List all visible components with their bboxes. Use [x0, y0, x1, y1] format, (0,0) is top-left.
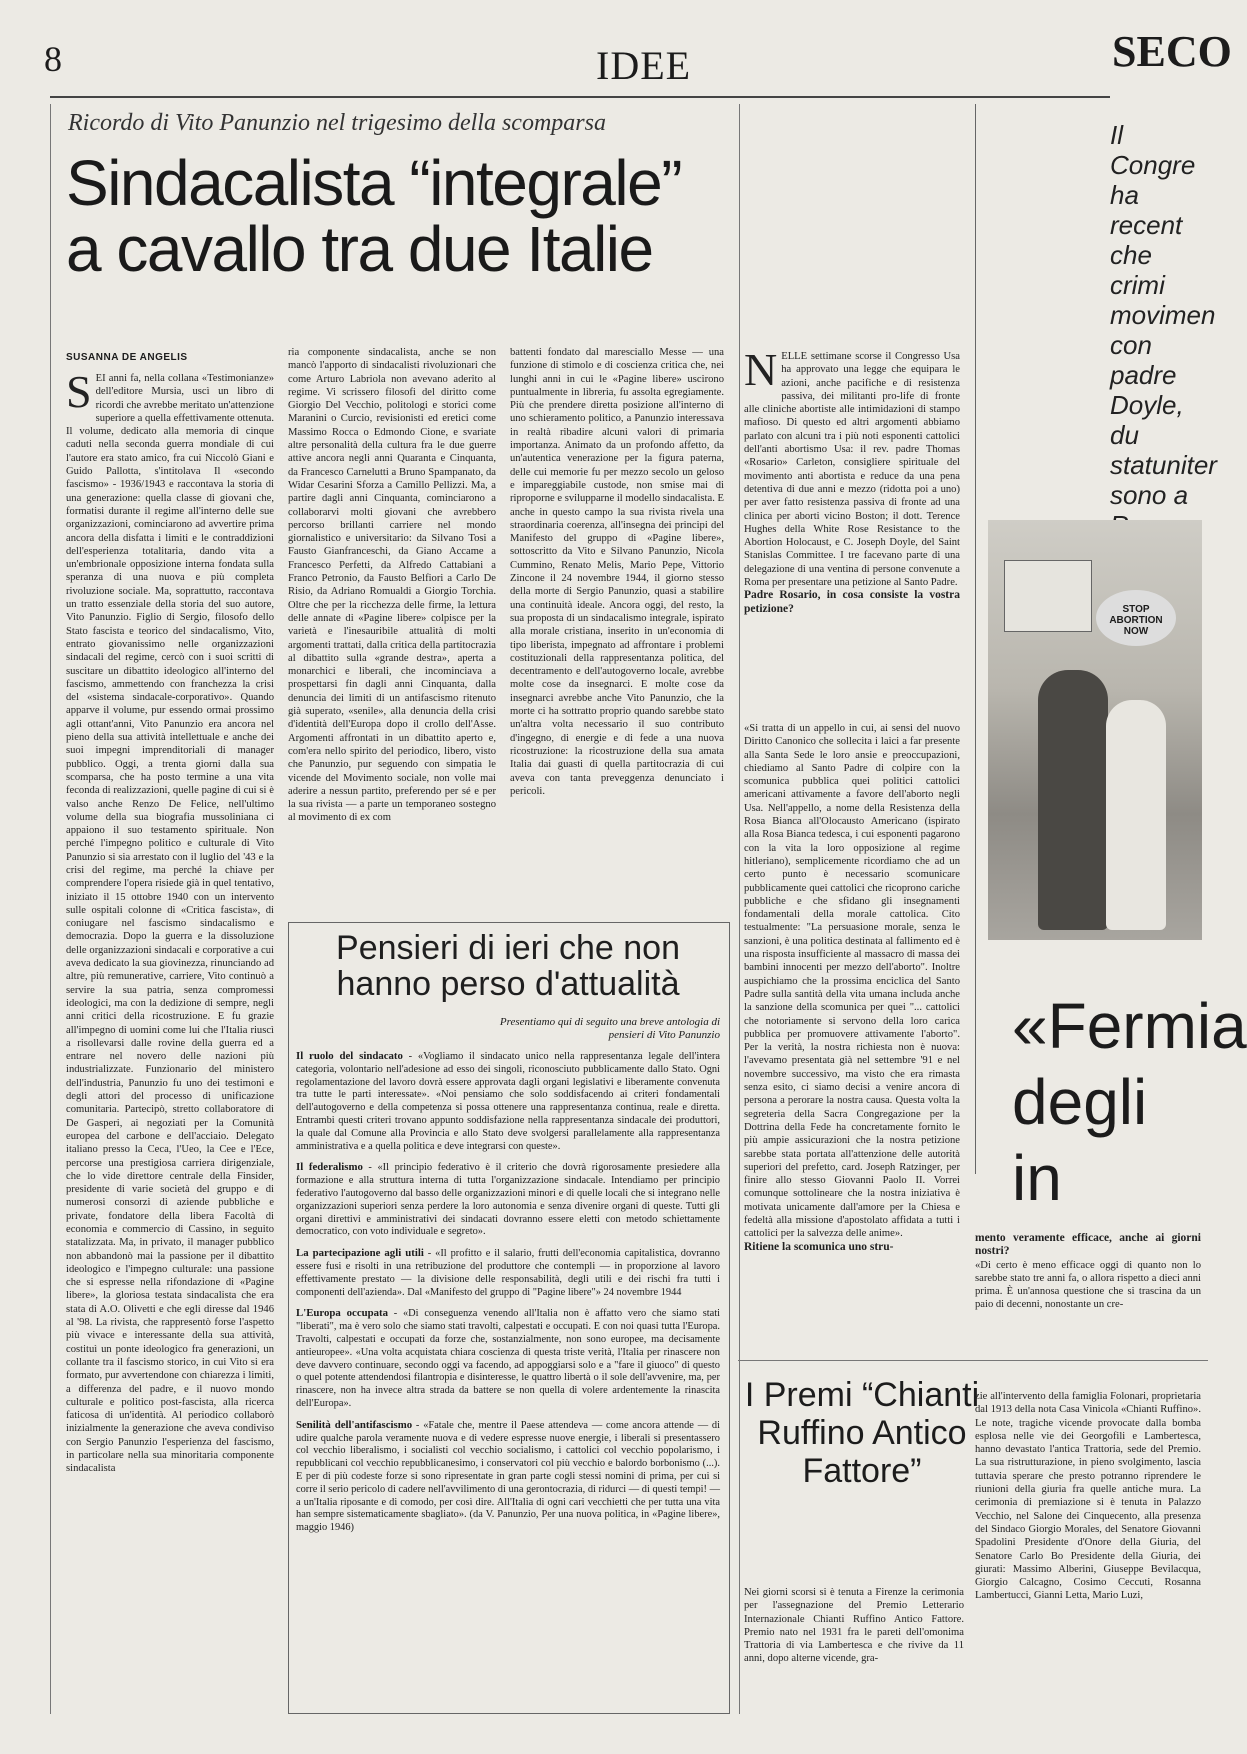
photo-figure — [1038, 670, 1108, 930]
photo-sign — [1004, 560, 1092, 632]
drop-cap: N — [744, 344, 778, 395]
main-article-column-1 — [66, 366, 274, 1712]
drop-cap: S — [66, 366, 92, 417]
interview-answer-1: «Si tratta di un appello in cui, ai sensi del nuovo Diritto Canonico che sollecita i laici a far presente alla Santa Sede le loro ansie e preoccupazioni, chiediamo al Santo Padre di colpire con la scomunica pubblica quei politici cattolici americani attivamente a favore dell'aborto negli Usa. Nell'appello, a nome della Resistenza della Rosa Bianca all'Olocausto Americano (ispirato alla Rosa Bianca tedesca, i cui esponenti pagarono con la vita la loro opposizione al regime hitleriano), semplicemente ricordiamo che ad un certo punto è necessario scomunicare pubblicamente quei cattolici che ricoprono cariche pubbliche e che sfidano gli insegnamenti fondamentali della morale cattolica. Cito testualmente: "La persuasione morale, senza le sanzioni, è una politica destinata al fallimento ed è una risposta insufficiente al massacro di massa dei bambini innocenti per mezzo dell'aborto". Inoltre auspichiamo che la prossima enciclica del Santo Padre sulla santità della vita umana includa anche la sanzione della scomunica per quei "... cattolici che notoriamente si servono della loro carica pubblica per promuovere attivamente l'aborto". Per la verità, la nostra richiesta non è nuova: l'avevamo presentata già nel settembre '91 e nel novembre successivo, ma visto che era rimasta senza esito, ci siamo decisi a venire ancora di persona a perorare la nostra causa. Questa volta la segreteria della Sacra Congregazione per la Dottrina della Fede ha concretamente fornito le più ampie assicurazioni che la nostra petizione sarebbe stata portata all'attenzione delle autorità superiori del prefetto, card. Joseph Ratzinger, per finire allo stesso Giovanni Paolo II. Vorrei comunque sottolineare che la nostra iniziativa è motivata unicamente dall'amore per la Chiesa e fedeltà alla missione d'apostolato affidata a tutti i cattolici per la salvezza delle anime». — [744, 723, 960, 1240]
interview-question-2-continued: mento veramente efficace, anche ai giorni nostri? — [975, 1232, 1201, 1258]
headline-line-2: a cavallo tra due Italie — [66, 213, 653, 285]
premi-column-1: Nei giorni scorsi si è tenuta a Firenze la cerimonia per l'assegnazione del Premio Letterario Internazionale Chianti Ruffino Antico Fattore. Premio nato nel 1931 fra le pareti dell'omonima Trattoria di via Lambertesca e che rivive da 11 anni, dopo alterne vicende, gra- — [744, 1587, 964, 1665]
headline-line-1: Sindacalista “integrale” — [66, 147, 681, 219]
quotes-box-title: Pensieri di ieri che non hanno perso d'attualità — [336, 929, 680, 1003]
feature-big-headline: «Fermia degli in — [1012, 990, 1247, 1214]
protest-photo — [988, 520, 1202, 940]
quote-item: La partecipazione agli utili - «Il profitto e il salario, frutti dell'economia capitalistica, dovranno essere fusi e risolti in una retribuzione del produttore che contempli — in proporzione al lavoro effettivamente prestato — la divisione delle responsabilità, degli utili e dei rischi fra tutti i componenti dell'azienda». Dal «Manifesto del gruppo di "Pagine libere"» 24 novembre 1944 — [296, 1247, 720, 1298]
photo-figure — [1106, 700, 1166, 930]
quotes-box-intro: Presentiamo qui di seguito una breve antologia di pensieri di Vito Panunzio — [499, 1016, 720, 1041]
photo-sign-round: STOP ABORTION NOW — [1096, 590, 1176, 646]
article-byline: SUSANNA DE ANGELIS — [66, 352, 188, 363]
article-headline — [66, 147, 726, 285]
quote-item: Senilità dell'antifascismo - «Fatale che, mentre il Paese attendeva — come ancora attende — di udire qualche parola veramente nuova e di vedere espresse nuove energie, i liberali si presentassero col vecchio liberalismo, i socialisti col vecchio socialismo, i cattolici col vecchio popolarismo, i repubblicani col vecchio repubblicanesimo, i conservatori col più vecchio e balordo borbonismo (...). E per di più codeste forze si sono ripresentate in gran parte cogli stessi nomini di prima, per cui si corre il serio pericolo di cadere nell'avvilimento di una gerontocrazia, di ridurci — di questi tempi! — a un'Italia riposante e di comodo, per così dire. All'Italia di ogni cari vecchietti che per tutta una vita han sempre sistematicamente sbagliato». (da V. Panunzio, Per una nuova politica, in «Pagine libere», maggio 1946) — [296, 1418, 721, 1534]
masthead-fragment: SECO — [1112, 27, 1232, 76]
section-title: IDEE — [596, 43, 692, 88]
quote-item: Il federalismo - «Il principio federativo è il criterio che dovrà rigorosamente presiedere alla formazione e alla struttura interna di tutta l'organizzazione sindacale. Intendiamo per principio federativo l'autogoverno dal basso delle organizzazioni minori e di quelle locali che si integrano nelle organizzazioni superiori senza perdere la loro autonomia e senza divenire organi di queste. Tutti gli organi direttivi e amministrativi dei sindacati dovranno essere eletti con metodo schiettamente democratico, con voto individuale e segreto». — [296, 1161, 721, 1238]
interview-answer-2: «Di certo è meno efficace oggi di quanto non lo sarebbe stato tre anni fa, o allora rispetto a dieci anni prima. È un'annosa questione che si trascina da un paio di decenni, nonostante un cre- — [975, 1259, 1201, 1311]
interview-column-2 — [975, 1232, 1201, 1352]
premi-title: I Premi “Chianti Ruffino Antico Fattore” — [744, 1376, 980, 1490]
interview-column-1-text: ELLE settimane scorse il Congresso Usa ha approvato una legge che equipara le azioni, anche pacifiche e di resistenza passiva, dei militanti pro-life di fronte alle cliniche abortiste alle intimidazioni di stampo mafioso. Di questo ed altri argomenti abbiamo parlato con alcuni tra i più noti esponenti cattolici dell'anti abortismo Usa: il rev. padre Thomas «Rosario» Carleton, consigliere spirituale del movimento anti abortista e reduce da una pena detentiva di due anni e mezzo (ridotta poi a uno) per aver fatto resistenza passiva di fronte ad una clinica per aborti vicino Boston; il dott. Terence Hughes della White Rose Resistance to the Abortion Holocaust, e C. Joseph Doyle, del Saint Stanislas Committee. I tre facevano parte di una delegazione di una ventina di persone convenute a Roma per presentare una petizione al Santo Padre. — [744, 351, 960, 589]
article-kicker: Ricordo di Vito Panunzio nel trigesimo della scomparsa — [68, 110, 606, 136]
quotes-box-body — [296, 1050, 720, 1710]
quote-item: L'Europa occupata - «Di conseguenza venendo all'Italia non è affatto vero che siamo stati "liberati", ma è vero solo che siamo stati travolti, calpestati e occupati. E con noi quasi tutta l'Europa. Travolti, calpestati e occupati da forze che, sostanzialmente, non sono europee, ma decisamente antieuropee». «Una volta acquistata chiara coscienza di questa triste verità, l'Italia per rinascere non deve davvero continuare, secondo oggi va facendo, ad appoggiarsi solo e a "fare il giuoco" di questo o quel potente attendendosi filantropia e disinteresse, le quattro libertà o il sole dell'avvenire, ma, per rinascere, non ha invece altra strada da battere se non quella di volere ardentemente la rinascita dell'Europa». — [296, 1307, 721, 1409]
interview-question-2: Ritiene la scomunica uno stru- — [744, 1240, 894, 1253]
interview-column-1-continued — [744, 722, 960, 1328]
interview-column-1 — [744, 344, 960, 720]
main-article-column-2: ria componente sindacalista, anche se non mancò l'apporto di sindacalisti rivoluzionari che come Arturo Labriola non avevano aderito al regime. Vi scrissero filosofi del diritto come Giorgio Del Vecchio, politologi e storici come Maranini o Curcio, revisionisti ed eretici come Massimo Rocca o Edmondo Cione, e svariate altre personalità della cultura fra le due guerre attive ancora negli anni Quaranta e Cinquanta, da Francesco Carnelutti a Bruno Spampanato, da Widar Cesarini Sforza a Camillo Pellizzi. Ma, a partire dagli anni Cinquanta, cominciarono a collaborarvi molti giovani che avrebbero percorso brillanti carriere nel mondo giornalistico e universitario: da Silvano Tosi a Fausto Gianfranceschi, da Giano Accame a Francesco Perfetti, da Alfredo Cattabiani a Franco Petronio, da Fausto Belfiori a Carlo De Risio, da Adriano Romualdi a Giorgio Torchia. Oltre che per la ricchezza delle firme, la lettura delle annate di «Pagine libere» colpisce per la varietà e l'inesauribile attualità di molti argomenti trattati, dalla critica della partitocrazia al dibattito sulla «grande destra», aperta a monarchici e liberali, che incominciava a prospettarsi fin dagli anni Cinquanta, dalla denuncia dei limiti di un antifascismo ritenuto già superato, «senile», alla denuncia della crisi d'identità dell'Europa dopo il crollo dell'Asse. Argomenti affrontati in un dibattito aperto e, com'era nello spirito del periodico, libero, visto che Panunzio, pur seguendo con simpatia le vicende del Movimento sociale, non volle mai aderire a nessun partito, preferendo per sé e per la sua rivista — a parte un temporaneo sostegno al movimento di ex com — [288, 347, 496, 824]
premi-column-2: zie all'intervento della famiglia Folonari, proprietaria dal 1913 della nota Casa Vinicola «Chianti Ruffino». Le note, tragiche vicende provocate dalla bomba esplosa nelle vie dei Georgofili e Lambertesca, hanno devastato l'antica Trattoria, sede del Premio. La sua ristrutturazione, in pieno svolgimento, lascia tuttavia sperare che presto potranno riprendere le riunioni della giuria fra quelle antiche mura. La cerimonia di premiazione si è tenuta in Palazzo Vecchio, nel Salone dei Cinquecento, alla presenza del Sindaco Giorgio Morales, del Senatore Giovanni Spadolini Presidente d'Onore della Giuria, del Senatore Carlo Bo Presidente della Giuria, dei giurati: Massimo Alberini, Giuseppe Bevilacqua, Giorgio Calcagno, Cosimo Ceccuti, Rosanna Lambertucci, Gianni Letta, Mario Luzi, — [975, 1391, 1201, 1602]
column-1-text: EI anni fa, nella collana «Testimonianze» dell'editore Mursia, uscì un libro di ricordi che avrebbe meritato un'attenzione superiore a quella effettivamente ottenuta. Il volume, dedicato alla memoria di cinque caduti nella seconda guerra mondiale di cui l'autore era stato amico, fra cui Niccolò Giani e Guido Pallotta, s'intitolava Il «secondo fascismo» - 1936/1943 e raccontava la storia di una generazione: quella classe di giovani che, formatisi durante il regime all'interno delle sue organizzazioni, cominciarono ad avvertire prima ancora della disfatta i limiti e le contraddizioni dell'esperienza totalitaria, dando vita a un'embrionale opposizione interna fondata sulla speranza di una nuova e più completa rivoluzione sociale. Ma, soprattutto, raccontava un tratto essenziale della storia del suo autore, Vito Panunzio. Figlio di Sergio, filosofo dello Stato fascista e teorico del sindacalismo, Vito, entrato giovanissimo nelle organizzazioni sindacali del regime, cercò con i suoi scritti di suscitare un dibattito ideologico all'interno del fascismo, ammettendo con franchezza la crisi del «sistema sindacale-corporativo». Quando apparve il volume, pur essendo ormai prossimo agli ottant'anni, Vito Panunzio era ancora nel pieno della sua attività intellettuale e anche dei suoi impegni imprenditoriali di manager pubblico. Oggi, a trenta giorni dalla sua scomparsa, che ha posto termine a una vita feconda di realizzazioni, quelle pagine di cui si è valso anche Renzo De Felice, nell'ultimo volume della sua biografia mussoliniana ci appaiono il suo testamento spirituale. Non perché l'impegno politico e culturale di Vito Panunzio si sia arrestato con il luglio del '43 e la crisi del regime, ma perché la chiave per comprendere l'opera risiede già in quel tentativo, iniziato il 15 ottobre 1940 con un intervento sulle ospitali colonne di «Critica fascista», di coniugare nel fascismo sindacalismo e democrazia. Dopo la guerra e la dissoluzione delle organizzazioni sindacali e corporative a cui aveva dedicato la sua giovinezza, rinunciando ad altre, più remunerative, carriere, Vito continuò a servire la sua patria, senza compromessi ideologici, ma con la dedizione di sempre, negli anni critici della ricostruzione. E fu grazie all'impegno di uomini come lui che l'Italia riuscì a risollevarsi dalle rovine della guerra ed a entrare nel novero delle nazioni più industrializzate. Funzionario del ministero dell'industria, Panunzio fu uno dei testimoni e degli attori del processo di unificazione comunitaria. Partecipò, stretto collaboratore di De Gasperi, ai negoziati per la Comunità europea del carbone e dell'acciaio. Delegato italiano presso la Ceca, l'Ueo, la Cee e l'Ece, percorse una prestigiosa carriera dirigenziale, che lo vide direttore centrale della Finsider, presidente di varie società del gruppo e di numerosi consorzi di aziende pubbliche e private, fondatore della libera Facoltà di economia e commercio di Cassino, in seguito statalizzata. Ma, in privato, il manager pubblico non abbandonò mai la passione per il dibattito ideologico e l'impegno culturale: una passione che si espresse nella rifondazione di «Pagine libere», la gloriosa testata sindacalista che era stata di A.O. Olivetti e che egli diresse dal 1946 al '98. La rivista, che rappresentò forse l'aspetto più vivace e interessante della sua attività, costituì un ponte ideologico fra generazioni, un collante tra il fascismo storico, in cui Vito si era formato, pur avvertendone con chiarezza i limiti, a differenza del padre, e il nuovo mondo culturale e politico post-fascista, alla ricerca faticosa di un'identità. Al periodico collaborò inizialmente la generazione che aveva condiviso con Sergio Panunzio l'esperienza del fascismo, in particolare nella sua minoritaria componente sindacalista — [66, 373, 274, 1475]
quote-item: Il ruolo del sindacato - «Vogliamo il sindacato unico nella rappresentanza legale dell'intera categoria, volontario nell'adesione ad esso dei singoli, riconosciuto pubblicamente dallo Stato. Ogni regolamentazione del lavoro dovrà essere approvata dagli organi legislativi e liberamente convenuta tra tutte le parti interessate». «Noi pensiamo che solo soddisfacendo ai criteri fondamentali dell'autogoverno e della competenza si possa ottenere una rappresentanza continua, reale e diretta. Entrambi questi criteri trovano appunto soddisfazione nella rappresentanza sindacale dei produttori, la quale dal Comune alla Provincia e allo Stato deve svolgersi parallelamente alla rappresentanza amministrativa e a quella politica e deve integrarsi con queste». — [296, 1050, 720, 1152]
top-rule — [50, 96, 1110, 98]
feature-headline-fragment: Il Congre ha recent che crimi movimen con padre Doyle, du statuniter sono a — [1110, 120, 1217, 510]
interview-question-1: Padre Rosario, in cosa consiste la vostra petizione? — [744, 589, 960, 615]
page-number: 8 — [44, 39, 62, 79]
main-article-column-3: battenti fondato dal maresciallo Messe — una funzione di stimolo e di coscienza critica che, nei lunghi anni in cui le «Pagine libere» uscirono puntualmente in libreria, fu assolta egregiamente. Più che prendere diretta posizione all'interno di uno schieramento politico, a Panunzio interessava in realtà ribadire alcuni valori di primaria importanza. Animato da un profondo affetto, da un'autentica venerazione per la figura paterna, delle cui memorie fu per mezzo secolo un geloso e impareggiabile custode, non smise mai di riproporne e svilupparne il modello sindacalista. E anche in questo campo la sua rivista rivela una straordinaria coerenza, all'insegna dei principi del Manifesto del gruppo di «Pagine libere», sottoscritto da Vito e Silvano Panunzio, Nicola Cummino, Renato Melis, Mario Pepe, Vittorio Zincone il 24 novembre 1944, il giorno stesso della morte di Sergio Panunzio, quasi a stabilire una continuità ideale. Ancora oggi, del resto, la sua proposta di un sindacalismo integrale, ispirato alla morale cristiana, inserito in un'economia di tipo liberista, impegnato ad affrontare i problemi costituzionali della rappresentanza politica, del decentramento e dell'autogoverno locale, avrebbe molte cose da insegnarci. E molte cose da insegnarci avrebbe anche Vito Panunzio, che la morte ci ha sottratto proprio quando sarebbe stato un'altra volta necessario il suo contributo d'ingegno, di energie e di fede a una nuova ricostruzione: la ricostruzione della sua amata Italia dai guasti di quella partitocrazia di cui aveva con tanta preveggenza denunciato i pericoli. — [510, 347, 724, 797]
